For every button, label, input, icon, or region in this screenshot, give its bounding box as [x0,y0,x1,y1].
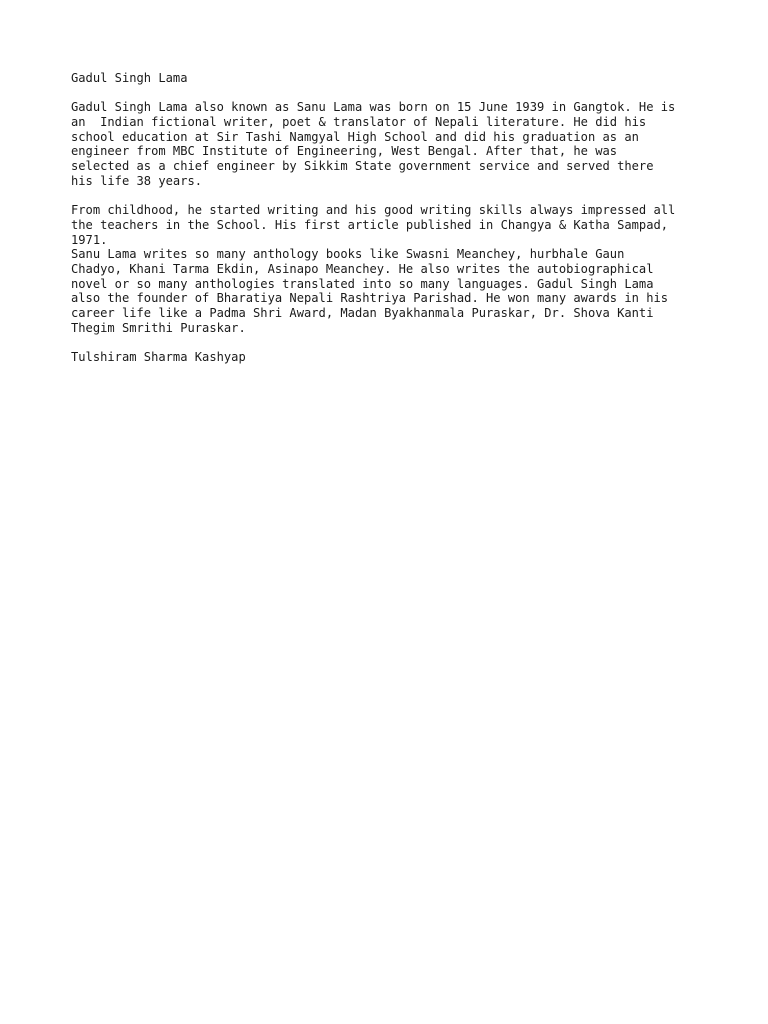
text-line: also the founder of Bharatiya Nepali Rashtriya Parishad. He won many awards in his [71,291,669,306]
text-line: 1971. [71,232,108,247]
text-line: the teachers in the School. His first article published in Changya & Katha Sampad, [71,217,669,232]
text-line: an Indian fictional writer, poet & translator of Nepali literature. He did his [71,115,647,130]
document-title: Gadul Singh Lama [71,71,188,85]
paragraph-spacer [71,86,711,101]
paragraph-spacer [71,335,711,350]
biography-paragraph [71,100,711,188]
text-line: engineer from MBC Institute of Engineering, West Bengal. After that, he was [71,144,618,159]
text-line: career life like a Padma Shri Award, Madan Byakhanmala Puraskar, Dr. Shova Kanti [71,306,654,320]
text-line: his life 38 years. [71,173,203,188]
text-line: Thegim Smrithi Puraskar. [71,320,246,335]
text-line: selected as a chief engineer by Sikkim State government service and served there [71,159,654,174]
document-page [71,71,711,365]
author-name: Tulshiram Sharma Kashyap [71,350,246,365]
text-line: Chadyo, Khani Tarma Ekdin, Asinapo Meanchey. He also writes the autobiographical [71,261,654,276]
text-line: From childhood, he started writing and his good writing skills always impressed all [71,203,676,218]
paragraph-spacer [71,189,711,204]
career-paragraph [71,203,711,335]
text-line: Gadul Singh Lama also known as Sanu Lama was born on 15 June 1939 in Gangtok. He is [71,100,676,115]
text-line: school education at Sir Tashi Namgyal High School and did his graduation as an [71,129,639,144]
text-line: Sanu Lama writes so many anthology books like Swasni Meanchey, hurbhale Gaun [71,247,625,262]
text-line: novel or so many anthologies translated into so many languages. Gadul Singh Lama [71,276,654,291]
